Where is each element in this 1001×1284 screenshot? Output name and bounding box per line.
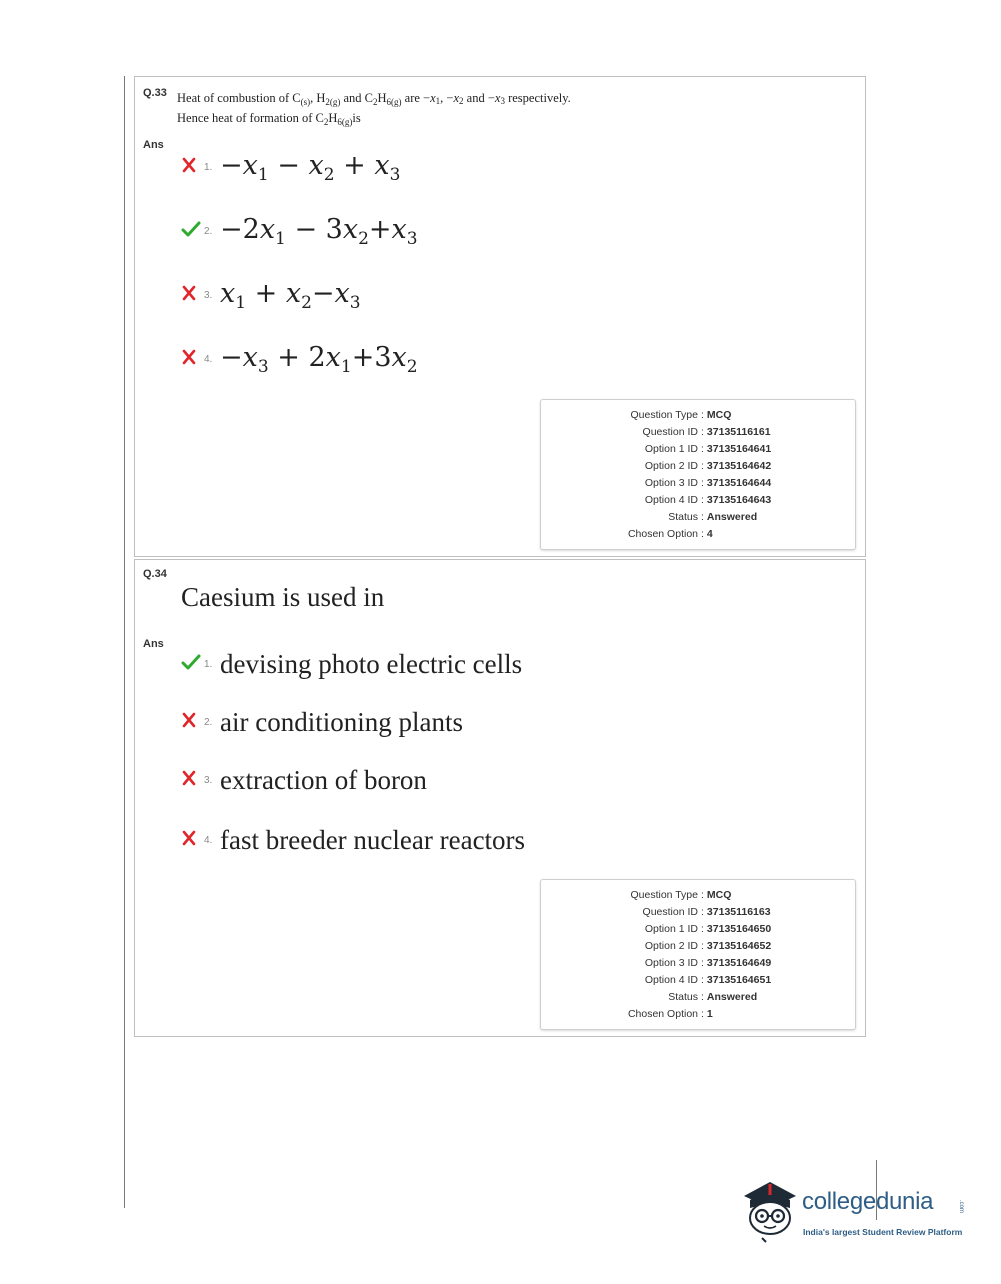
meta-row: Option 2 ID : 37135164642 bbox=[644, 460, 772, 472]
meta-row: Status : Answered bbox=[668, 511, 758, 523]
option-number: 2. bbox=[204, 225, 213, 237]
meta-row: Question ID : 37135116163 bbox=[642, 906, 771, 918]
option-3[interactable] bbox=[181, 277, 361, 313]
option-4[interactable] bbox=[181, 341, 418, 377]
option-3[interactable] bbox=[181, 762, 427, 798]
option-1[interactable] bbox=[181, 149, 400, 185]
answer-label: Ans bbox=[143, 139, 164, 151]
check-icon bbox=[181, 654, 203, 674]
option-number: 2. bbox=[204, 716, 213, 728]
question-block-33 bbox=[134, 76, 866, 557]
meta-row: Option 3 ID : 37135164649 bbox=[644, 957, 772, 969]
option-number: 1. bbox=[204, 658, 213, 670]
option-number: 4. bbox=[204, 834, 213, 846]
question-metadata-panel bbox=[540, 399, 856, 550]
meta-row: Chosen Option : 1 bbox=[627, 1008, 713, 1020]
collegedunia-logo[interactable] bbox=[740, 1176, 972, 1252]
meta-row: Question Type : MCQ bbox=[630, 409, 732, 421]
question-text-line2: Hence heat of formation of $C_2H_{6(g)}is$ bbox=[177, 111, 361, 127]
question-block-34 bbox=[134, 559, 866, 1037]
logo-wordmark: collegedunia bbox=[802, 1188, 934, 1215]
cross-icon bbox=[181, 157, 203, 177]
option-number: 3. bbox=[204, 289, 213, 301]
answer-label: Ans bbox=[143, 638, 164, 650]
question-text-line1: Heat of combustion of $C_{(s)}$, $H_{2(g)}$ and $C_2H_{6(g)}$ are $-x_1$, $-x_2$ and $-x_3$ respectively. bbox=[177, 91, 571, 107]
option-text: $-x_1 - x_2 + x_3$ bbox=[220, 149, 401, 185]
meta-row: Option 1 ID : 37135164641 bbox=[644, 443, 772, 455]
question-metadata-panel bbox=[540, 879, 856, 1030]
option-text: extraction of boron bbox=[220, 764, 427, 795]
option-1[interactable] bbox=[181, 646, 522, 682]
option-4[interactable] bbox=[181, 822, 525, 858]
meta-row: Status : Answered bbox=[668, 991, 758, 1003]
option-2[interactable] bbox=[181, 213, 418, 249]
cross-icon bbox=[181, 770, 203, 790]
cross-icon bbox=[181, 830, 203, 850]
check-icon bbox=[181, 221, 203, 241]
cross-icon bbox=[181, 712, 203, 732]
meta-row: Option 3 ID : 37135164644 bbox=[644, 477, 772, 489]
meta-row: Question Type : MCQ bbox=[630, 889, 732, 901]
option-number: 1. bbox=[204, 161, 213, 173]
cross-icon bbox=[181, 285, 203, 305]
meta-row: Option 4 ID : 37135164643 bbox=[644, 494, 772, 506]
cross-icon bbox=[181, 349, 203, 369]
meta-row: Option 2 ID : 37135164652 bbox=[644, 940, 772, 952]
option-number: 4. bbox=[204, 353, 213, 365]
option-number: 3. bbox=[204, 774, 213, 786]
option-text: fast breeder nuclear reactors bbox=[220, 824, 526, 855]
option-text: $-x_3 + 2x_1+3x_2$ bbox=[220, 341, 418, 377]
meta-row: Option 4 ID : 37135164651 bbox=[644, 974, 772, 986]
option-text: $x_1 + x_2-x_3$ bbox=[220, 277, 361, 313]
question-number: Q.33 bbox=[143, 87, 167, 99]
left-margin-rule bbox=[124, 76, 125, 1208]
meta-row: Question ID : 37135116161 bbox=[642, 426, 771, 438]
option-2[interactable] bbox=[181, 704, 463, 740]
question-number: Q.34 bbox=[143, 568, 167, 580]
logo-suffix: .com bbox=[958, 1200, 964, 1214]
question-text: Caesium is used in bbox=[181, 582, 385, 612]
option-text: air conditioning plants bbox=[220, 706, 463, 737]
logo-tagline: India's largest Student Review Platform bbox=[803, 1227, 963, 1237]
option-text: devising photo electric cells bbox=[220, 648, 523, 679]
meta-row: Option 1 ID : 37135164650 bbox=[644, 923, 772, 935]
option-text: $-2x_1 - 3x_2+x_3$ bbox=[220, 213, 418, 249]
meta-row: Chosen Option : 4 bbox=[627, 528, 713, 540]
mascot-icon bbox=[740, 1176, 800, 1248]
